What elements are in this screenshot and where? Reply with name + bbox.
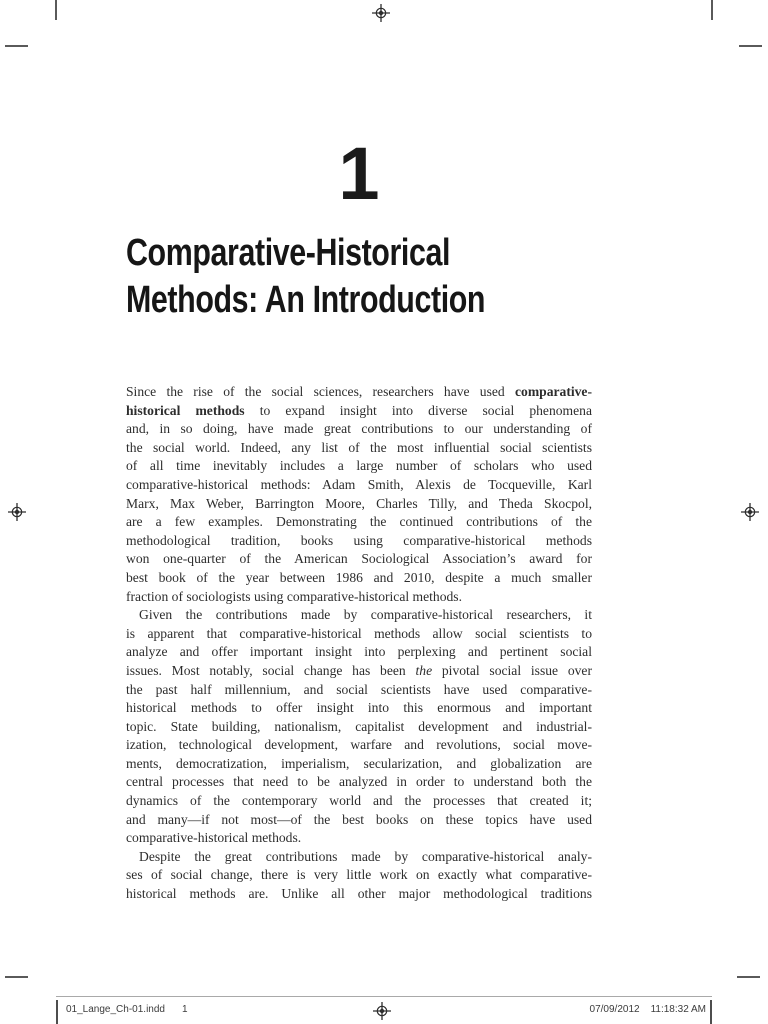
chapter-title-line-2: Methods: An Introduction <box>126 279 486 321</box>
body-text <box>126 383 592 904</box>
crop-mark-top-left-vertical <box>55 0 57 20</box>
crop-mark-bottom-left-horizontal <box>5 976 28 978</box>
body-line: is apparent that comparative-historical methods allow social scientists to <box>126 625 592 641</box>
body-line: analyze and offer important insight into perplexing and pertinent social <box>126 644 592 660</box>
body-line: topic. State building, nationalism, capitalist development and industrial- <box>126 718 592 734</box>
body-line: historical methods to expand insight into diverse social phenomena <box>126 402 592 418</box>
registration-mark-left-middle-icon <box>8 503 26 521</box>
body-line: the social world. Indeed, any list of the most influential social scientists <box>126 439 592 455</box>
body-line: ization, technological development, warfare and revolutions, social move- <box>126 737 592 753</box>
registration-mark-top-center-icon <box>372 4 390 22</box>
registration-mark-bottom-center-icon <box>373 1002 391 1020</box>
crop-mark-top-left-horizontal <box>5 45 28 47</box>
body-line: ses of social change, there is very little work on exactly what comparative- <box>126 867 592 883</box>
crop-mark-top-right-vertical <box>711 0 713 20</box>
slug-left-bar <box>56 1000 58 1024</box>
body-line: fraction of sociologists using comparative-historical methods. <box>126 588 462 604</box>
chapter-title-line-1: Comparative-Historical <box>126 232 451 274</box>
paragraph <box>126 848 592 904</box>
body-line: Since the rise of the social sciences, researchers have used comparative- <box>126 384 592 399</box>
body-line: methodological tradition, books using comparative-historical methods <box>126 532 592 548</box>
body-line: issues. Most notably, social change has been the pivotal social issue over <box>126 662 592 678</box>
body-line: are a few examples. Demonstrating the continued contributions of the <box>126 514 592 530</box>
crop-mark-top-right-horizontal <box>739 45 762 47</box>
body-line: central processes that need to be analyzed in order to understand both the <box>126 774 592 790</box>
body-line: dynamics of the contemporary world and the processes that created it; <box>126 793 592 809</box>
slug-filename: 01_Lange_Ch-01.indd <box>66 1004 165 1015</box>
registration-mark-right-middle-icon <box>741 503 759 521</box>
slug-date: 07/09/2012 <box>589 1004 640 1015</box>
slug-time: 11:18:32 AM <box>650 1004 706 1015</box>
crop-mark-bottom-right-horizontal <box>737 976 760 978</box>
slug-divider-line <box>56 996 712 997</box>
paragraph <box>126 606 592 848</box>
body-line: the past half millennium, and social scientists have used comparative- <box>126 681 592 697</box>
chapter-title <box>126 230 485 324</box>
body-line: comparative-historical methods: Adam Smith, Alexis de Tocqueville, Karl <box>126 476 592 492</box>
slug-right-bar <box>710 1000 712 1024</box>
body-line: Marx, Max Weber, Barrington Moore, Charles Tilly, and Theda Skocpol, <box>126 495 592 511</box>
body-line: of all time inevitably includes a large number of scholars who used <box>126 458 592 474</box>
body-line: Given the contributions made by comparative-historical researchers, it <box>139 607 592 623</box>
body-line: ments, democratization, imperialism, secularization, and globalization are <box>126 755 592 771</box>
body-line: historical methods are. Unlike all other major methodological traditions <box>126 886 592 902</box>
body-line: and many—if not most—of the best books on these topics have used <box>126 811 592 827</box>
body-line: historical methods to offer insight into this enormous and important <box>126 700 592 716</box>
slug-timestamp-group <box>590 1004 706 1015</box>
body-line: and, in so doing, have made great contributions to our understanding of <box>126 421 592 437</box>
body-line: best book of the year between 1986 and 2010, despite a much smaller <box>126 569 592 585</box>
body-line: Despite the great contributions made by comparative-historical analy- <box>139 848 592 864</box>
slug-page-number: 1 <box>181 1004 188 1015</box>
body-line: comparative-historical methods. <box>126 830 302 846</box>
paragraph <box>126 383 592 606</box>
body-line: won one-quarter of the American Sociological Association’s award for <box>126 551 592 567</box>
chapter-number: 1 <box>338 132 380 215</box>
slug-filename-group <box>66 1004 188 1015</box>
